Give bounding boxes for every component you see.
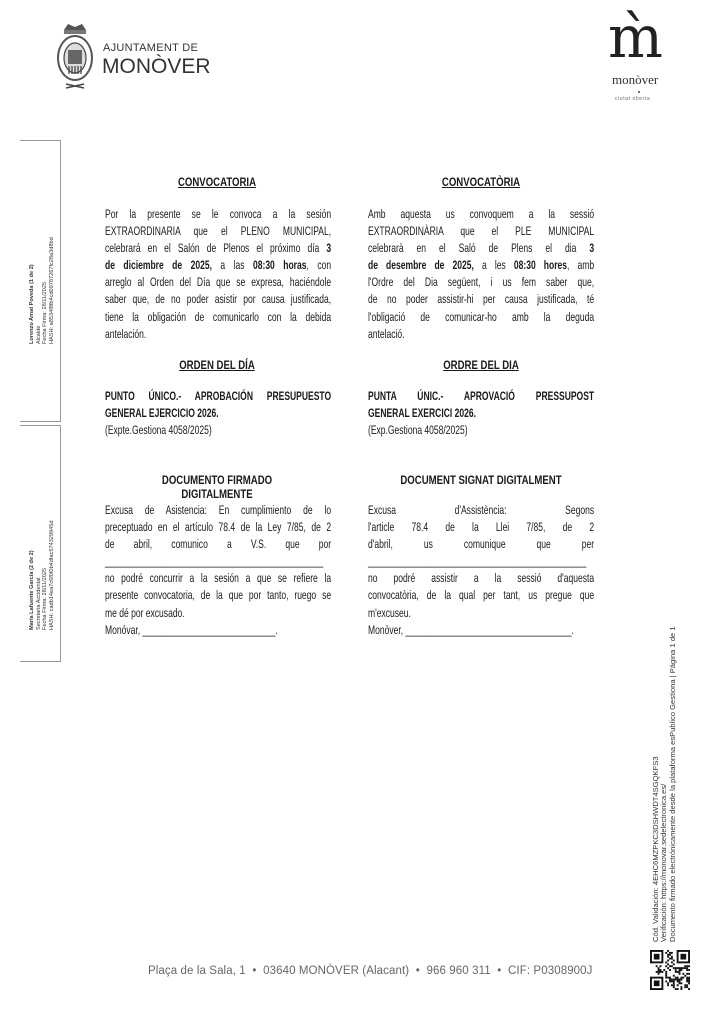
text-line (105, 309, 331, 326)
qr-module (680, 954, 686, 960)
text-segment: Amb aquesta us convoquem a la sessió (368, 207, 595, 221)
qr-module (673, 980, 675, 982)
qr-module (665, 961, 667, 963)
qr-module (688, 969, 690, 971)
signature-platform-note: Documento firmado electrónicamente desde la plataforma esPublico Gestiona | Página 1 de 1 (667, 626, 677, 942)
qr-module (665, 971, 667, 973)
qr-module (682, 977, 684, 979)
qr-module (686, 984, 688, 986)
qr-module (673, 975, 675, 977)
qr-module (684, 986, 686, 988)
text-line (105, 536, 331, 553)
intro-paragraph-va (368, 206, 594, 343)
text-line (368, 291, 594, 308)
text-segment: Excusa de Asistencia: En cumplimiento de lo (105, 503, 332, 517)
text-line (105, 605, 331, 622)
qr-module (680, 986, 682, 988)
text-segment: de abril, comunico a V.S. que por (105, 537, 332, 552)
text-segment: d'abril, us comunique que per (368, 537, 595, 552)
qr-module (677, 988, 679, 990)
text-line (105, 622, 331, 639)
text-segment: Monóvar, ____________________________. (105, 622, 278, 637)
qr-module (663, 969, 665, 971)
qr-code (650, 950, 690, 990)
qr-module (686, 980, 688, 982)
text-segment: convocatòria, de la qual per tant, us pregue que (368, 588, 595, 603)
text-line (105, 240, 331, 257)
qr-module (671, 952, 673, 954)
qr-module (671, 984, 673, 986)
text-line (368, 422, 594, 439)
heading-signed-es: DOCUMENTO FIRMADO DIGITALMENTE (161, 473, 273, 501)
qr-module (679, 971, 681, 973)
logo-line2: MONÒVER (102, 55, 211, 78)
text-line (105, 257, 331, 274)
logo-line1: AJUNTAMENT DE (103, 42, 199, 54)
qr-module (658, 969, 660, 971)
heading-agenda-es: ORDEN DEL DÍA (179, 358, 255, 372)
heading-signed-va: DOCUMENT SIGNAT DIGITALMENT (400, 473, 562, 487)
qr-module (665, 952, 667, 954)
text-line (368, 206, 594, 223)
qr-module (669, 958, 671, 960)
qr-module (677, 984, 679, 986)
validation-text (652, 626, 677, 942)
qr-module (667, 982, 669, 984)
text-line (105, 570, 331, 587)
qr-module (679, 980, 681, 982)
qr-module (658, 967, 660, 969)
qr-module (686, 986, 688, 988)
text-segment: no podré assistir a la sessió d'aquesta (368, 571, 595, 586)
text-segment: Monòver, ___________________________________. (368, 622, 574, 637)
agenda-item-es (105, 388, 331, 439)
qr-module (673, 963, 675, 965)
text-segment: me dé por excusado. (105, 605, 185, 620)
validation-code: Cód. Validación: 4EHC6MZPKC3DSHWDT4SGQKFS3 (651, 756, 660, 942)
qr-module (665, 975, 667, 977)
text-segment: antelación. (105, 326, 147, 341)
qr-module (677, 980, 679, 982)
qr-module (654, 954, 660, 960)
qr-module (661, 971, 663, 973)
agenda-item-va (368, 388, 594, 439)
qr-module (675, 969, 677, 971)
monover-brand-name: monòver (612, 72, 659, 87)
qr-module (660, 969, 662, 971)
text-line (368, 570, 594, 587)
text-segment: 08:30 horas (252, 258, 307, 273)
text-segment: celebrará en el Salón de Plenos el próximo día (105, 241, 327, 256)
text-line (368, 274, 594, 291)
text-line (368, 223, 594, 240)
qr-module (688, 965, 690, 967)
qr-module (686, 965, 688, 967)
qr-module (673, 984, 675, 986)
signature-1-text (29, 237, 55, 344)
qr-module (673, 979, 675, 981)
text-segment: presente convocatoria, de la que por tanto, ruego se (105, 588, 332, 603)
qr-module (688, 980, 690, 982)
qr-module (684, 965, 686, 967)
text-segment: Por la presente se le convoca a la sesión (105, 207, 332, 221)
qr-module (677, 967, 679, 969)
text-segment: PUNTA ÚNIC.- APROVACIÓ PRESSUPOST (368, 389, 595, 403)
qr-module (660, 971, 662, 973)
qr-module (660, 965, 662, 967)
qr-module (677, 977, 679, 979)
text-line (105, 553, 331, 570)
qr-module (677, 979, 679, 981)
text-line (368, 309, 594, 326)
qr-module (673, 960, 675, 962)
qr-module (669, 952, 671, 954)
qr-module (680, 977, 682, 979)
text-line (368, 622, 594, 639)
qr-module (680, 967, 682, 969)
qr-module (658, 973, 660, 975)
qr-module (671, 961, 673, 963)
text-segment: EXTRAORDINARIA que el PLENO MUNICIPAL, (105, 224, 332, 239)
text-line (368, 405, 594, 422)
qr-module (680, 988, 682, 990)
text-segment: 08:30 hores (513, 258, 568, 273)
qr-module (684, 967, 686, 969)
text-segment: tiene la obligación de comunicarlo con la debida (105, 309, 332, 324)
text-line (105, 422, 331, 439)
text-segment: ______________________________________________ (368, 554, 587, 569)
qr-module (682, 973, 684, 975)
footer-address: Plaça de la Sala, 1 • 03640 MONÒVER (Alacant) • 966 960 311 • CIF: P0308900J (148, 965, 593, 977)
text-line (368, 587, 594, 604)
text-segment: arreglo al Orden del Día que se expresa, haciéndole (105, 275, 332, 290)
text-line (105, 206, 331, 223)
text-line (368, 605, 594, 622)
text-segment: no podré concurrir a la sesión a que se refiere la (105, 571, 332, 586)
qr-module (658, 971, 660, 973)
signer-name: Lorenzo Amat Poveda (1 de 2) (29, 264, 35, 344)
signature-date: Fecha Firma: 28/11/2025 (42, 281, 49, 344)
qr-module (686, 969, 688, 971)
qr-module (688, 979, 690, 981)
qr-module (671, 980, 673, 982)
text-line (105, 326, 331, 343)
qr-module (688, 988, 690, 990)
qr-module (679, 982, 681, 984)
text-segment: de desembre de 2025, (368, 258, 474, 273)
text-segment: a las (211, 258, 253, 273)
text-line (368, 502, 594, 519)
qr-module (669, 965, 671, 967)
qr-module (680, 979, 682, 981)
text-segment: Excusa d'Assistència: Segons (368, 503, 595, 517)
signature-hash: HASH: cadb14ea7c6f0f0b4dfac574329945d (48, 520, 55, 630)
text-line (105, 502, 331, 519)
qr-module (667, 963, 669, 965)
text-segment: 3 (589, 241, 595, 256)
text-line (105, 587, 331, 604)
qr-module (688, 973, 690, 975)
text-line (105, 388, 331, 405)
qr-module (656, 965, 658, 967)
qr-module (665, 973, 667, 975)
qr-module (667, 950, 669, 952)
text-segment: , amb (567, 258, 595, 273)
heading-convocatoria-va: CONVOCATÒRIA (441, 175, 521, 189)
signer-role: Alcalde (35, 325, 42, 344)
text-segment: PUNTO ÚNICO.- APROBACIÓN PRESUPUESTO (105, 389, 332, 403)
qr-module (684, 984, 686, 986)
text-segment: EXTRAORDINÀRIA que el PLE MUNICIPAL (368, 224, 595, 239)
text-line (368, 553, 594, 570)
text-segment: celebrarà en el Saló de Plens el dia (368, 241, 590, 256)
text-line (368, 326, 594, 343)
qr-module (667, 984, 669, 986)
qr-module (688, 982, 690, 984)
qr-module (665, 965, 667, 967)
signer-name: María Lafuente García (2 de 2) (29, 550, 35, 630)
text-line (105, 519, 331, 536)
qr-module (669, 977, 671, 979)
qr-module (686, 973, 688, 975)
qr-module (679, 979, 681, 981)
text-line (105, 274, 331, 291)
text-segment: GENERAL EJERCICIO 2026. (105, 406, 219, 421)
qr-module (671, 979, 673, 981)
qr-module (669, 954, 671, 956)
qr-module (669, 980, 671, 982)
municipal-crest-logo (52, 22, 98, 92)
text-line (368, 536, 594, 553)
qr-module (679, 969, 681, 971)
text-segment: 3 (326, 241, 332, 256)
qr-module (679, 973, 681, 975)
qr-module (684, 975, 686, 977)
excuse-paragraph-va (368, 502, 594, 639)
text-segment: antelació. (368, 326, 405, 341)
text-line (105, 291, 331, 308)
monover-tagline: ciutat oberta (615, 96, 651, 102)
qr-module (688, 977, 690, 979)
text-segment: saber que, de no poder asistir por causa justificada, (105, 292, 332, 307)
text-line (368, 519, 594, 536)
qr-module (669, 979, 671, 981)
qr-module (669, 969, 671, 971)
text-segment: l'obligació de comunicar-ho amb la deguda (368, 309, 595, 324)
text-line (105, 223, 331, 240)
brand-dot (638, 91, 640, 93)
qr-module (675, 979, 677, 981)
qr-module (665, 980, 667, 982)
text-line (368, 240, 594, 257)
qr-module (675, 971, 677, 973)
qr-module (686, 967, 688, 969)
qr-module (675, 988, 677, 990)
qr-module (673, 986, 675, 988)
qr-module (656, 971, 658, 973)
qr-module (680, 969, 682, 971)
qr-module (673, 967, 675, 969)
text-line (105, 405, 331, 422)
qr-module (665, 977, 667, 979)
text-segment: m'excuseu. (368, 605, 411, 620)
qr-module (686, 979, 688, 981)
qr-module (682, 967, 684, 969)
qr-module (667, 977, 669, 979)
signature-hash: HASH: a8534f8fb4cd09787267fc28a3d8bd (48, 237, 55, 344)
text-segment: ______________________________________________ (105, 554, 324, 569)
qr-module (654, 980, 660, 986)
qr-module (667, 960, 669, 962)
intro-paragraph-es (105, 206, 331, 343)
qr-module (667, 967, 669, 969)
heading-convocatoria-es: CONVOCATORIA (177, 175, 257, 189)
text-segment: a les (473, 258, 514, 273)
qr-module (675, 967, 677, 969)
excuse-paragraph-es (105, 502, 331, 639)
text-segment: (Expte.Gestiona 4058/2025) (105, 423, 212, 438)
text-segment: preceptuado en el artículo 78.4 de la Ley 7/85, de 2 (105, 520, 332, 535)
qr-module (667, 956, 669, 958)
qr-module (679, 967, 681, 969)
text-segment: (Exp.Gestiona 4058/2025) (368, 423, 468, 438)
qr-module (671, 958, 673, 960)
qr-module (686, 977, 688, 979)
qr-module (675, 977, 677, 979)
qr-module (671, 956, 673, 958)
qr-module (677, 971, 679, 973)
text-line (368, 388, 594, 405)
text-segment: GENERAL EXERCICI 2026. (368, 406, 476, 421)
qr-module (671, 965, 673, 967)
signer-role: Secretaria Accidental (35, 577, 42, 630)
heading-agenda-va: ORDRE DEL DIA (443, 358, 519, 372)
signature-2-text (29, 521, 55, 630)
verification-url: Verificación: https://monovar.sedelectronica.es/ (659, 783, 669, 942)
signature-date: Fecha Firma: 28/11/2025 (42, 567, 49, 630)
qr-module (673, 982, 675, 984)
text-segment: l'article 78.4 de la Llei 7/85, de 2 (368, 520, 595, 535)
text-segment: l'Ordre del Dia següent, i us fem saber que, (368, 275, 595, 290)
text-line (368, 257, 594, 274)
text-segment: , con (306, 258, 332, 273)
text-segment: de no poder assistir-hi per causa justificada, té (368, 292, 595, 307)
monover-brand-mark: m̀ (608, 3, 663, 71)
qr-module (667, 954, 669, 956)
text-segment: de diciembre de 2025, (105, 258, 212, 273)
qr-module (680, 982, 682, 984)
